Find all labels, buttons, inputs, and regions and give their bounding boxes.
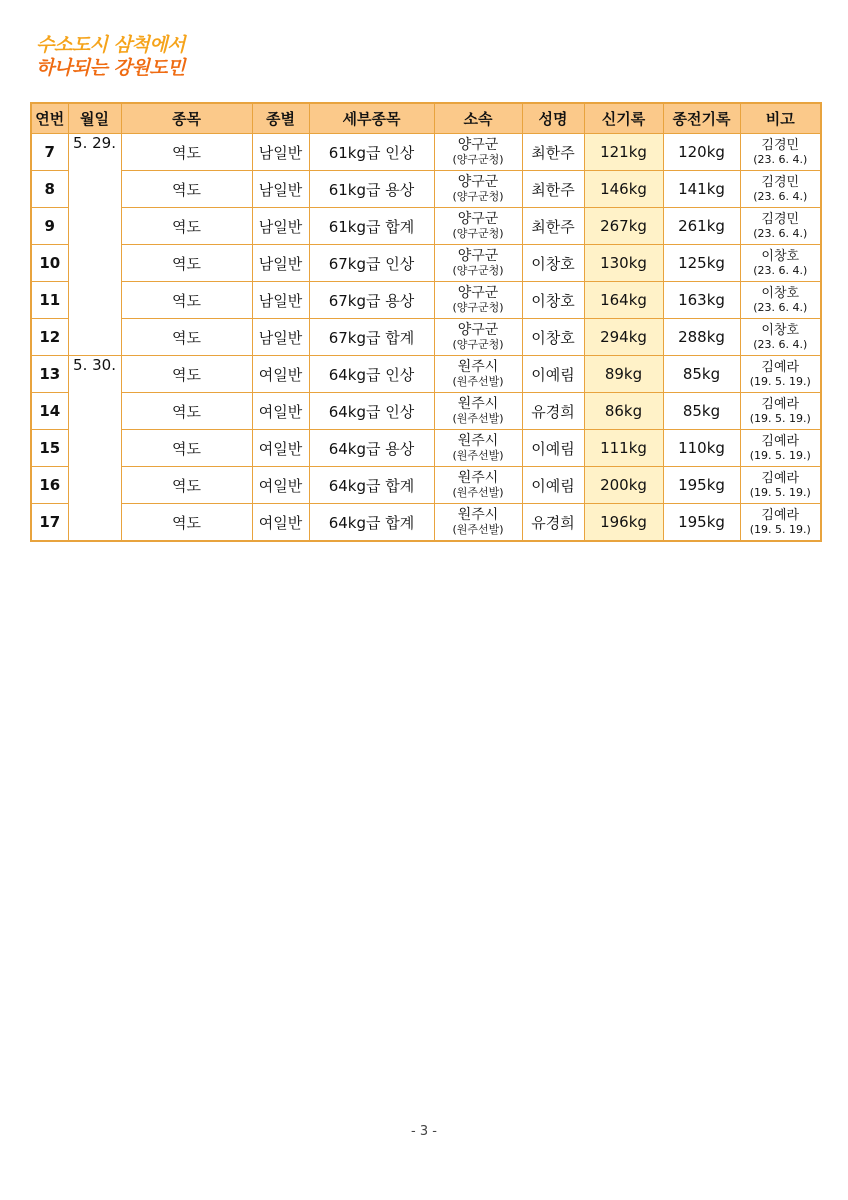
note-holder: 이창호 [761,248,800,264]
cell-event: 64kg급 용상 [309,430,434,467]
club-name: 양구군 [457,322,499,338]
cell-new-record: 89kg [584,356,663,393]
cell-no: 15 [31,430,68,467]
note-holder: 김경민 [761,137,800,153]
cell-sport: 역도 [121,171,252,208]
cell-prev-record: 163kg [663,282,740,319]
cell-note [740,356,821,393]
note-holder: 김예라 [761,507,800,523]
club-name: 원주시 [457,433,499,449]
cell-sport: 역도 [121,208,252,245]
cell-club [434,171,522,208]
note-date: (19. 5. 19.) [749,374,811,388]
cell-category: 남일반 [252,171,309,208]
header-category: 종별 [252,103,309,134]
note-holder: 김예라 [761,396,800,412]
cell-prev-record: 261kg [663,208,740,245]
table-row [31,171,821,208]
cell-no: 16 [31,467,68,504]
note-date: (23. 6. 4.) [753,337,808,351]
cell-no: 14 [31,393,68,430]
cell-note [740,282,821,319]
cell-club [434,467,522,504]
table-header-row [31,103,821,134]
cell-category: 여일반 [252,430,309,467]
note-date: (23. 6. 4.) [753,152,808,166]
cell-note [740,467,821,504]
header-prev-record: 종전기록 [663,103,740,134]
table-row [31,393,821,430]
note-date: (19. 5. 19.) [749,522,811,536]
cell-category: 남일반 [252,208,309,245]
header-event: 세부종목 [309,103,434,134]
cell-name: 이창호 [522,282,584,319]
cell-no: 7 [31,134,68,171]
cell-club [434,430,522,467]
club-team: (원주선발) [452,412,504,425]
cell-sport: 역도 [121,467,252,504]
cell-event: 67kg급 합계 [309,319,434,356]
cell-name: 최한주 [522,171,584,208]
cell-event: 61kg급 합계 [309,208,434,245]
logo-line-1: 수소도시 삼척에서 [36,34,185,56]
club-name: 원주시 [457,507,499,523]
club-team: (양구군청) [452,301,504,314]
cell-prev-record: 110kg [663,430,740,467]
table-row [31,134,821,171]
cell-no: 10 [31,245,68,282]
club-team: (원주선발) [452,523,504,536]
cell-event: 67kg급 용상 [309,282,434,319]
records-table [30,102,822,542]
cell-name: 이예림 [522,356,584,393]
club-team: (양구군청) [452,190,504,203]
cell-note [740,134,821,171]
cell-prev-record: 288kg [663,319,740,356]
cell-sport: 역도 [121,282,252,319]
header-date: 월일 [68,103,121,134]
cell-new-record: 196kg [584,504,663,542]
club-name: 원주시 [457,396,499,412]
club-team: (양구군청) [452,338,504,351]
cell-category: 남일반 [252,282,309,319]
cell-note [740,319,821,356]
note-holder: 김예라 [761,359,800,375]
cell-note [740,393,821,430]
club-name: 양구군 [457,248,499,264]
cell-date: 5. 29. [68,134,121,356]
cell-event: 64kg급 인상 [309,356,434,393]
table-row [31,467,821,504]
cell-note [740,245,821,282]
cell-category: 남일반 [252,319,309,356]
cell-new-record: 164kg [584,282,663,319]
cell-club [434,245,522,282]
cell-prev-record: 85kg [663,393,740,430]
cell-name: 이창호 [522,245,584,282]
cell-sport: 역도 [121,245,252,282]
table-row [31,504,821,542]
cell-new-record: 294kg [584,319,663,356]
header-note: 비고 [740,103,821,134]
cell-name: 최한주 [522,134,584,171]
club-name: 양구군 [457,174,499,190]
cell-no: 13 [31,356,68,393]
club-team: (원주선발) [452,449,504,462]
header-sport: 종목 [121,103,252,134]
cell-no: 17 [31,504,68,542]
cell-category: 남일반 [252,245,309,282]
page-number: - 3 - [411,1124,437,1139]
note-holder: 김경민 [761,211,800,227]
cell-prev-record: 195kg [663,504,740,542]
cell-no: 11 [31,282,68,319]
club-team: (양구군청) [452,264,504,277]
table-body [31,134,821,542]
note-date: (19. 5. 19.) [749,448,811,462]
cell-sport: 역도 [121,504,252,542]
club-team: (원주선발) [452,375,504,388]
note-date: (19. 5. 19.) [749,411,811,425]
cell-note [740,208,821,245]
cell-new-record: 200kg [584,467,663,504]
club-name: 양구군 [457,211,499,227]
cell-new-record: 146kg [584,171,663,208]
cell-club [434,319,522,356]
cell-category: 여일반 [252,356,309,393]
club-team: (양구군청) [452,153,504,166]
note-date: (23. 6. 4.) [753,300,808,314]
header-no: 연번 [31,103,68,134]
cell-no: 9 [31,208,68,245]
cell-new-record: 267kg [584,208,663,245]
cell-event: 64kg급 인상 [309,393,434,430]
cell-sport: 역도 [121,319,252,356]
cell-no: 12 [31,319,68,356]
cell-club [434,393,522,430]
cell-note [740,504,821,542]
note-holder: 김예라 [761,470,800,486]
cell-no: 8 [31,171,68,208]
cell-name: 유경희 [522,504,584,542]
note-date: (23. 6. 4.) [753,226,808,240]
club-name: 원주시 [457,359,499,375]
cell-event: 61kg급 인상 [309,134,434,171]
club-name: 양구군 [457,285,499,301]
note-holder: 김예라 [761,433,800,449]
note-holder: 이창호 [761,285,800,301]
event-logo [36,34,185,80]
cell-name: 이창호 [522,319,584,356]
cell-category: 여일반 [252,467,309,504]
table-row [31,319,821,356]
cell-note [740,430,821,467]
cell-new-record: 121kg [584,134,663,171]
table-row [31,356,821,393]
cell-note [740,171,821,208]
note-date: (19. 5. 19.) [749,485,811,499]
table-row [31,245,821,282]
cell-name: 유경희 [522,393,584,430]
table-row [31,208,821,245]
cell-prev-record: 85kg [663,356,740,393]
cell-prev-record: 195kg [663,467,740,504]
cell-date: 5. 30. [68,356,121,542]
cell-sport: 역도 [121,430,252,467]
cell-new-record: 111kg [584,430,663,467]
cell-name: 이예림 [522,467,584,504]
cell-category: 여일반 [252,393,309,430]
note-date: (23. 6. 4.) [753,263,808,277]
club-team: (원주선발) [452,486,504,499]
cell-new-record: 130kg [584,245,663,282]
logo-line-2: 하나되는 강원도민 [36,57,185,79]
club-name: 양구군 [457,137,499,153]
note-holder: 김경민 [761,174,800,190]
header-new-record: 신기록 [584,103,663,134]
cell-club [434,356,522,393]
header-name: 성명 [522,103,584,134]
header-club: 소속 [434,103,522,134]
cell-event: 64kg급 합계 [309,504,434,542]
club-team: (양구군청) [452,227,504,240]
cell-sport: 역도 [121,393,252,430]
cell-name: 최한주 [522,208,584,245]
cell-new-record: 86kg [584,393,663,430]
cell-prev-record: 141kg [663,171,740,208]
cell-club [434,208,522,245]
cell-club [434,282,522,319]
cell-name: 이예림 [522,430,584,467]
club-name: 원주시 [457,470,499,486]
table-row [31,430,821,467]
cell-sport: 역도 [121,134,252,171]
cell-club [434,134,522,171]
cell-club [434,504,522,542]
cell-event: 64kg급 합계 [309,467,434,504]
cell-prev-record: 125kg [663,245,740,282]
cell-category: 여일반 [252,504,309,542]
cell-event: 67kg급 인상 [309,245,434,282]
cell-sport: 역도 [121,356,252,393]
table-row [31,282,821,319]
note-date: (23. 6. 4.) [753,189,808,203]
note-holder: 이창호 [761,322,800,338]
cell-event: 61kg급 용상 [309,171,434,208]
cell-prev-record: 120kg [663,134,740,171]
cell-category: 남일반 [252,134,309,171]
